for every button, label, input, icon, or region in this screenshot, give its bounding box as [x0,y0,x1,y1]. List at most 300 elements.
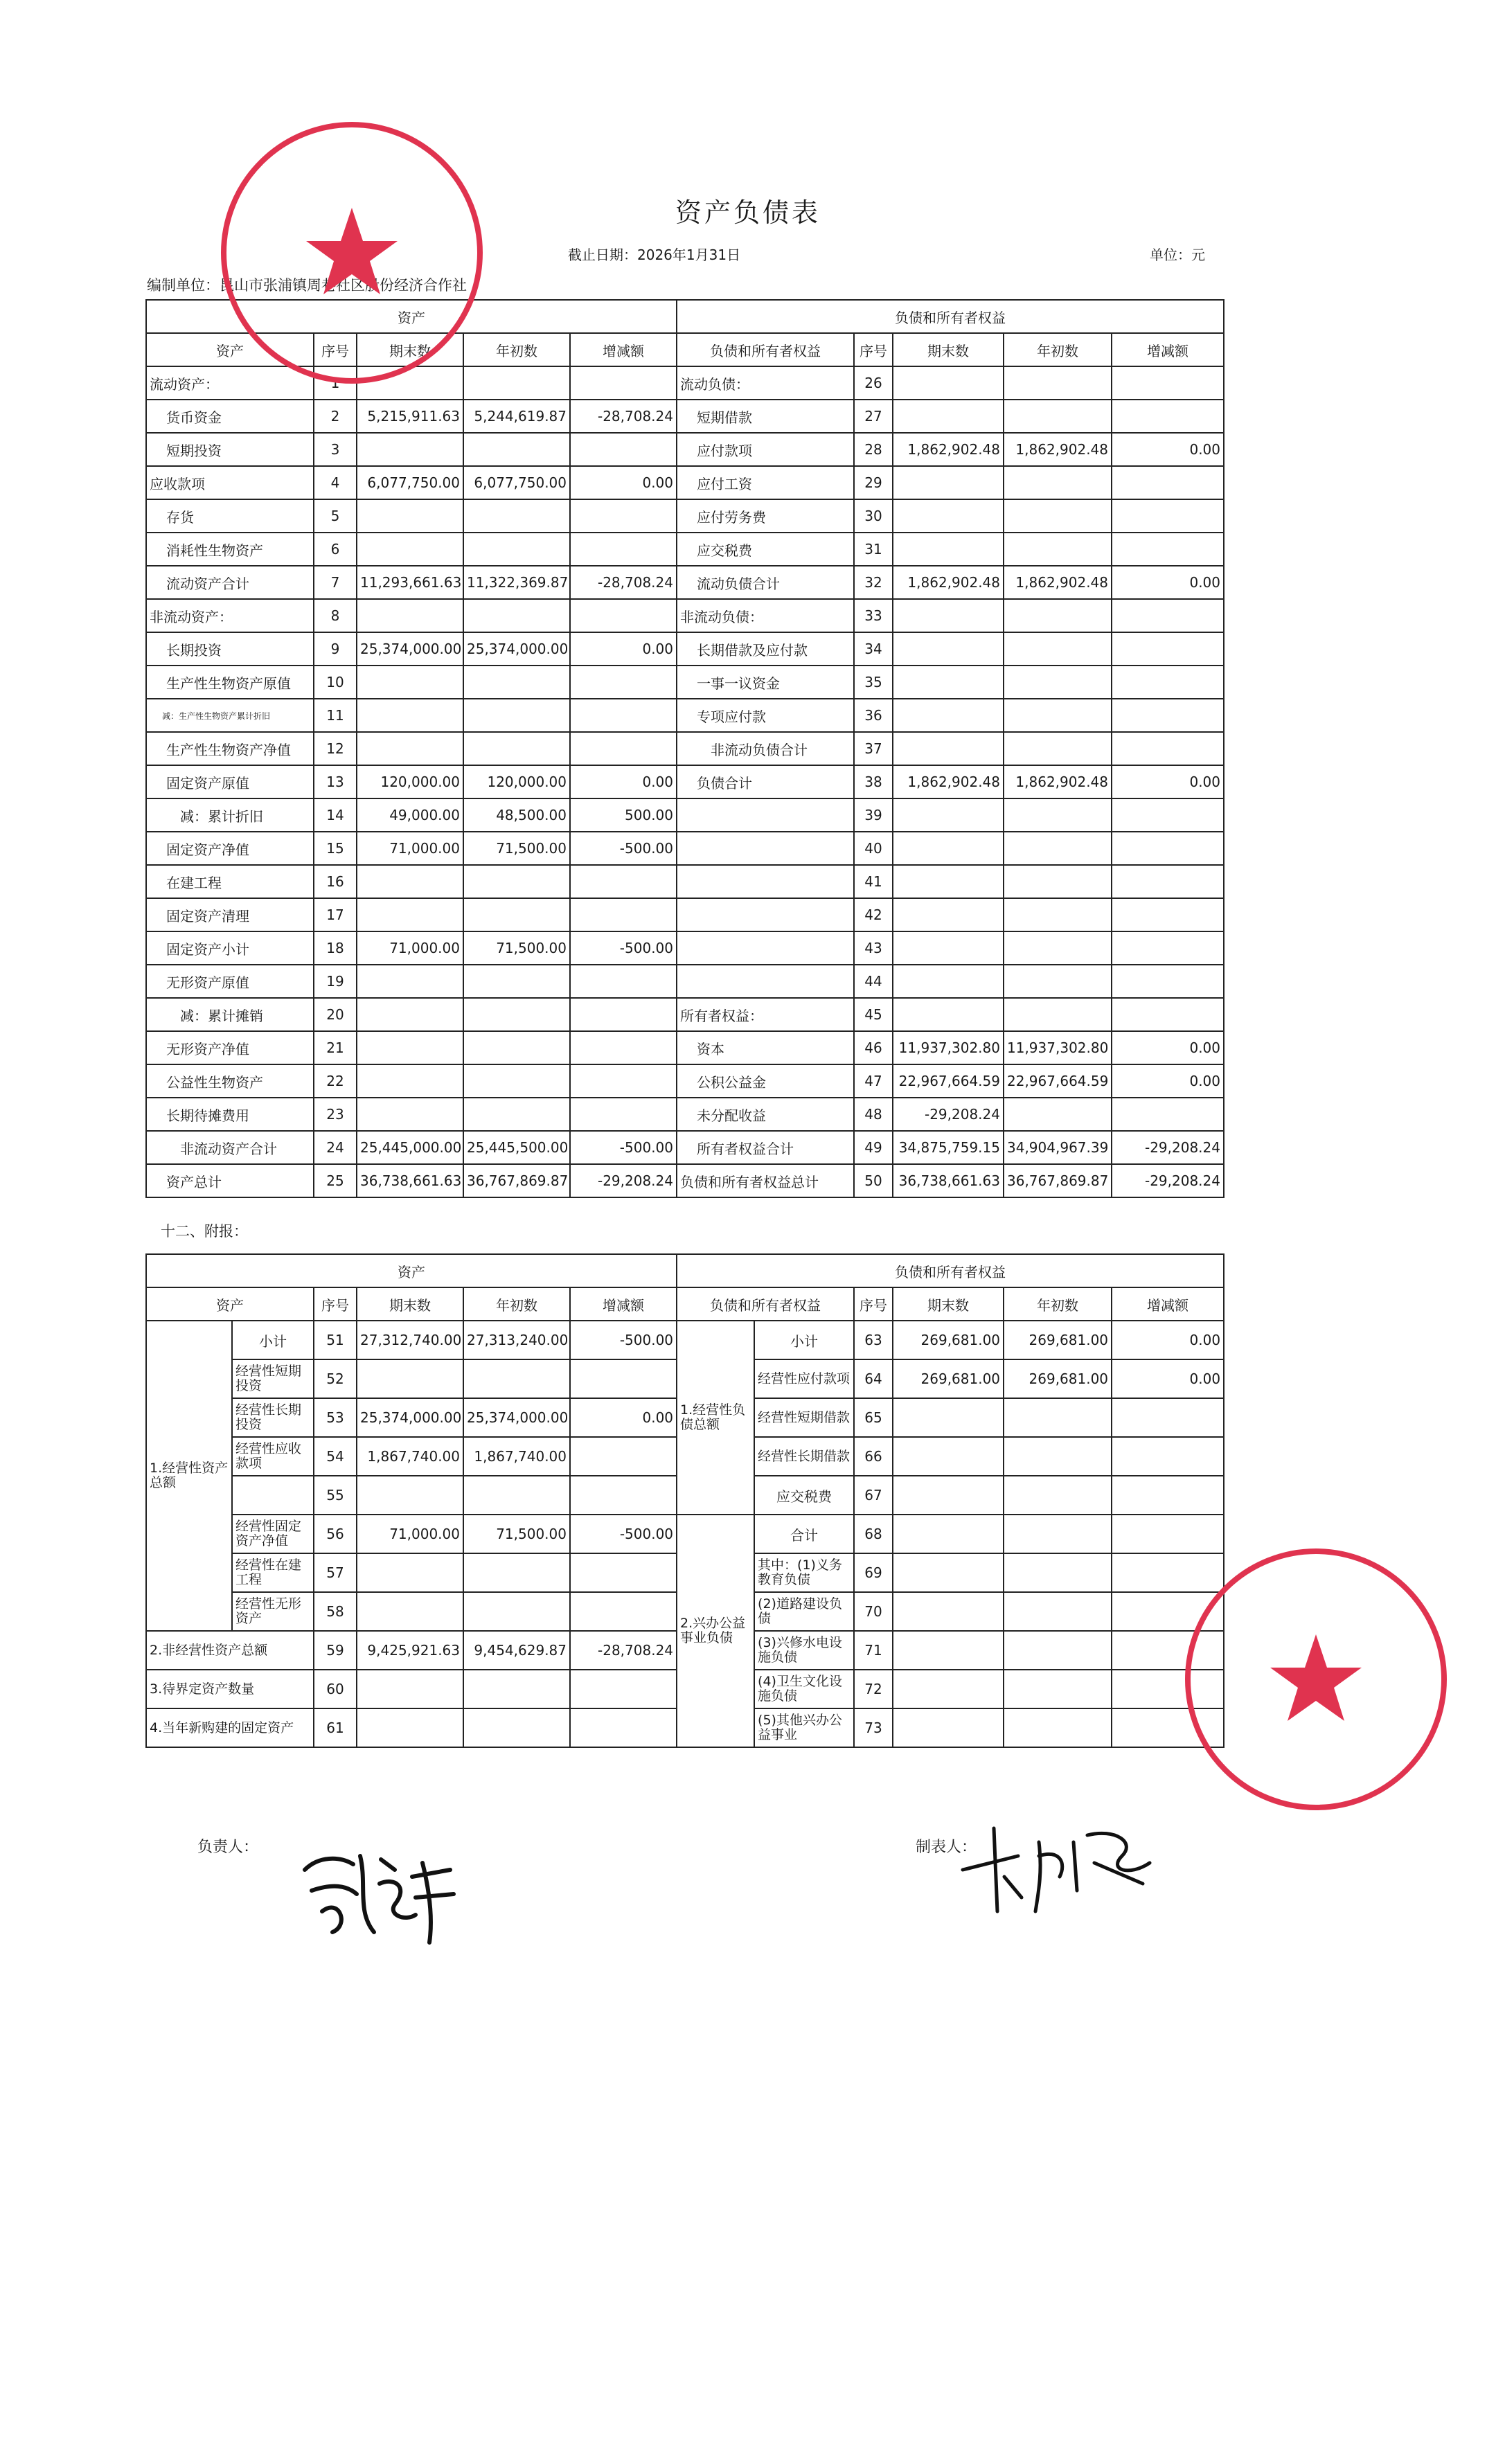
liability-cell: 49 [854,1131,893,1164]
asset-cell: 非流动资产合计 [146,1131,314,1164]
liability-cell [893,599,1004,632]
asset-cell: 资产总计 [146,1164,314,1197]
liability-cell [1004,599,1112,632]
asset-cell: 71,000.00 [357,931,463,965]
liability-cell [1112,865,1224,898]
liability-cell: 37 [854,732,893,765]
liability-cell: 11,937,302.80 [893,1031,1004,1064]
liability-cell: 0.00 [1112,566,1224,599]
liabilities-group-header: 负债和所有者权益 [677,1254,1224,1287]
asset-cell: 经营性无形资产 [232,1592,314,1631]
liability-cell: 经营性应付款项 [754,1359,854,1398]
asset-cell: -28,708.24 [570,1631,677,1670]
asset-cell [570,1359,677,1398]
asset-cell: 经营性短期投资 [232,1359,314,1398]
asset-cell: 71,500.00 [463,1515,570,1553]
asset-cell [570,1670,677,1708]
liability-cell [1112,931,1224,965]
attachment-label: 十二、附报： [161,1223,248,1240]
asset-cell [570,1553,677,1592]
liability-cell: 22,967,664.59 [893,1064,1004,1098]
column-header: 年初数 [463,333,570,366]
column-header: 序号 [854,1287,893,1321]
asset-cell: 4 [314,466,357,499]
liability-cell [1004,1553,1112,1592]
left-group-label: 1.经营性资产总额 [146,1321,232,1631]
liability-cell: 专项应付款 [677,699,854,732]
liability-cell: 66 [854,1437,893,1476]
liability-cell [893,499,1004,533]
liability-cell: 27 [854,400,893,433]
liability-cell: 50 [854,1164,893,1197]
liability-cell: 非流动负债合计 [677,732,854,765]
asset-cell [357,1670,463,1708]
asset-cell: 71,500.00 [463,931,570,965]
liability-cell: 负债和所有者权益总计 [677,1164,854,1197]
liability-cell: 应付工资 [677,466,854,499]
asset-cell [463,1592,570,1631]
liability-cell: -29,208.24 [1112,1164,1224,1197]
asset-cell [570,599,677,632]
asset-cell: 2.非经营性资产总额 [146,1631,314,1670]
asset-cell: 6 [314,533,357,566]
table-row [146,832,1224,865]
asset-cell [463,599,570,632]
asset-cell: 0.00 [570,1398,677,1437]
liability-cell: 34,904,967.39 [1004,1131,1112,1164]
asset-cell [570,1592,677,1631]
liability-cell [893,699,1004,732]
liability-cell: 34,875,759.15 [893,1131,1004,1164]
liability-cell [1004,366,1112,400]
liability-cell [677,832,854,865]
asset-cell [463,865,570,898]
column-header: 资产 [146,333,314,366]
asset-cell: 经营性长期投资 [232,1398,314,1437]
liability-cell [1004,732,1112,765]
asset-cell: 71,500.00 [463,832,570,865]
asset-cell: 25,445,500.00 [463,1131,570,1164]
preparer-signature [956,1814,1164,1918]
column-header: 增减额 [570,333,677,366]
liability-cell: 应交税费 [677,533,854,566]
table-row [146,898,1224,931]
column-header: 期末数 [357,1287,463,1321]
liability-cell: 38 [854,765,893,798]
asset-cell: 固定资产净值 [146,832,314,865]
liability-cell [1004,1592,1112,1631]
liability-cell: 73 [854,1708,893,1747]
asset-cell [570,499,677,533]
asset-cell: 消耗性生物资产 [146,533,314,566]
asset-cell: 经营性应收款项 [232,1437,314,1476]
liability-cell [1004,798,1112,832]
asset-cell: 58 [314,1592,357,1631]
asset-cell: 6,077,750.00 [463,466,570,499]
asset-cell: -28,708.24 [570,566,677,599]
asset-cell: 1,867,740.00 [463,1437,570,1476]
cutoff-date: 截止日期：2026年1月31日 [568,247,741,263]
asset-cell [570,1708,677,1747]
liability-cell: 31 [854,533,893,566]
asset-cell: 61 [314,1708,357,1747]
asset-cell [463,965,570,998]
asset-cell [357,1098,463,1131]
liability-cell: -29,208.24 [1112,1131,1224,1164]
right-group-label: 1.经营性负债总额 [677,1321,754,1515]
asset-cell [357,499,463,533]
liability-cell [677,865,854,898]
liability-cell [893,366,1004,400]
asset-cell: 17 [314,898,357,931]
asset-cell: 36,738,661.63 [357,1164,463,1197]
asset-cell: 0.00 [570,466,677,499]
liability-cell: (3)兴修水电设施负债 [754,1631,854,1670]
asset-cell: 120,000.00 [463,765,570,798]
asset-cell [570,732,677,765]
liability-cell [893,1553,1004,1592]
liabilities-group-header: 负债和所有者权益 [677,300,1224,333]
liability-cell [893,1398,1004,1437]
column-header: 负债和所有者权益 [677,333,854,366]
asset-cell: -500.00 [570,1321,677,1359]
liability-cell [1004,1708,1112,1747]
liability-cell [893,1631,1004,1670]
asset-cell: 60 [314,1670,357,1708]
asset-cell [570,533,677,566]
liability-cell: 39 [854,798,893,832]
liability-cell [1004,1515,1112,1553]
asset-cell: 22 [314,1064,357,1098]
asset-cell: 短期投资 [146,433,314,466]
asset-cell [463,1708,570,1747]
asset-cell [570,998,677,1031]
asset-cell [357,865,463,898]
table-row [146,998,1224,1031]
table-row [146,865,1224,898]
asset-cell: 25,374,000.00 [357,1398,463,1437]
asset-cell: 存货 [146,499,314,533]
liability-cell: 42 [854,898,893,931]
asset-cell: 20 [314,998,357,1031]
asset-cell: 长期投资 [146,632,314,666]
liability-cell [1004,499,1112,533]
asset-cell [570,1476,677,1515]
liability-cell: 应付款项 [677,433,854,466]
asset-cell: 500.00 [570,798,677,832]
liability-cell: 33 [854,599,893,632]
asset-cell: 48,500.00 [463,798,570,832]
liability-cell [1004,400,1112,433]
asset-cell [570,699,677,732]
asset-cell: -500.00 [570,832,677,865]
table-row [146,1064,1224,1098]
liability-cell: 43 [854,931,893,965]
liability-cell [1112,965,1224,998]
liability-cell [1112,699,1224,732]
asset-cell: 非流动资产： [146,599,314,632]
liability-cell [1112,632,1224,666]
table-row [146,499,1224,533]
asset-cell: 54 [314,1437,357,1476]
liability-cell [893,732,1004,765]
asset-cell: 无形资产净值 [146,1031,314,1064]
liability-cell [1112,666,1224,699]
liability-cell [1004,1631,1112,1670]
asset-cell: 无形资产原值 [146,965,314,998]
column-header: 负债和所有者权益 [677,1287,854,1321]
liability-cell [1004,1670,1112,1708]
liability-cell: 应交税费 [754,1476,854,1515]
liability-cell [1004,1476,1112,1515]
liability-cell: 63 [854,1321,893,1359]
liability-cell [893,533,1004,566]
asset-cell: 固定资产原值 [146,765,314,798]
liability-cell: 269,681.00 [893,1321,1004,1359]
asset-cell: 应收款项 [146,466,314,499]
liability-cell: (2)道路建设负债 [754,1592,854,1631]
organization-label: 编制单位：昆山市张浦镇周巷社区股份经济合作社 [147,277,467,294]
asset-cell [570,433,677,466]
asset-cell: 经营性固定资产净值 [232,1515,314,1553]
asset-cell: 25,445,000.00 [357,1131,463,1164]
asset-cell [463,998,570,1031]
column-header: 期末数 [357,333,463,366]
liability-cell: 0.00 [1112,1064,1224,1098]
column-header: 增减额 [1112,1287,1224,1321]
asset-cell: 1,867,740.00 [357,1437,463,1476]
asset-cell: 13 [314,765,357,798]
liability-cell: 30 [854,499,893,533]
table-row [146,599,1224,632]
right-group-label: 2.兴办公益事业负债 [677,1515,754,1747]
assets-group-header: 资产 [146,300,677,333]
table-row [146,400,1224,433]
asset-cell: 57 [314,1553,357,1592]
asset-cell: 公益性生物资产 [146,1064,314,1098]
table-row [146,699,1224,732]
liability-cell [893,865,1004,898]
table-row [146,1164,1224,1197]
asset-cell: 流动资产： [146,366,314,400]
asset-cell: 小计 [232,1321,314,1359]
unit-label: 单位：元 [1150,247,1205,263]
asset-cell [463,666,570,699]
liability-cell [1112,832,1224,865]
asset-cell: 3.待界定资产数量 [146,1670,314,1708]
asset-cell: 9,425,921.63 [357,1631,463,1670]
table-row [146,566,1224,599]
liability-cell: 68 [854,1515,893,1553]
liability-cell [1004,533,1112,566]
asset-cell [357,599,463,632]
asset-cell [357,1476,463,1515]
asset-cell: 减：累计摊销 [146,998,314,1031]
column-header: 期末数 [893,1287,1004,1321]
table-row [146,466,1224,499]
liability-cell: 28 [854,433,893,466]
asset-cell [357,699,463,732]
asset-cell: 货币资金 [146,400,314,433]
manager-signature [291,1828,471,1946]
asset-cell: 7 [314,566,357,599]
column-header: 序号 [314,1287,357,1321]
asset-cell: 流动资产合计 [146,566,314,599]
asset-cell: 11 [314,699,357,732]
liability-cell: 64 [854,1359,893,1398]
liability-cell: 70 [854,1592,893,1631]
liability-cell: (5)其他兴办公益事业 [754,1708,854,1747]
liability-cell [1112,400,1224,433]
asset-cell: 9 [314,632,357,666]
asset-cell: 0.00 [570,765,677,798]
column-header: 期末数 [893,333,1004,366]
liability-cell: 269,681.00 [1004,1359,1112,1398]
asset-cell: 11,322,369.87 [463,566,570,599]
liability-cell [893,1515,1004,1553]
balance-sheet-table [145,299,1225,1198]
liability-cell: 0.00 [1112,1031,1224,1064]
liability-cell: 1,862,902.48 [893,765,1004,798]
asset-cell: 5,215,911.63 [357,400,463,433]
liability-cell [677,798,854,832]
asset-cell [357,1592,463,1631]
cooperative-seal [213,114,490,391]
asset-cell: 25,374,000.00 [463,632,570,666]
liability-cell [893,965,1004,998]
column-header: 增减额 [1112,333,1224,366]
liability-cell: 32 [854,566,893,599]
asset-cell: 生产性生物资产净值 [146,732,314,765]
asset-cell: 71,000.00 [357,1515,463,1553]
liability-cell [677,965,854,998]
asset-cell: 在建工程 [146,865,314,898]
table-row [146,1031,1224,1064]
column-header: 资产 [146,1287,314,1321]
liability-cell: 40 [854,832,893,865]
liability-cell [1004,466,1112,499]
liability-cell: 负债合计 [677,765,854,798]
asset-cell [463,898,570,931]
liability-cell: 29 [854,466,893,499]
asset-cell [570,1098,677,1131]
liability-cell: 1,862,902.48 [893,566,1004,599]
liability-cell [1112,1437,1224,1476]
asset-cell [463,1359,570,1398]
liability-cell: 36 [854,699,893,732]
asset-cell: 27,313,240.00 [463,1321,570,1359]
asset-cell: 11,293,661.63 [357,566,463,599]
asset-cell: 36,767,869.87 [463,1164,570,1197]
supplementary-table [145,1253,1225,1748]
liability-cell: 0.00 [1112,1359,1224,1398]
asset-cell: 4.当年新购建的固定资产 [146,1708,314,1747]
table-row [146,732,1224,765]
liability-cell [1112,366,1224,400]
asset-cell: 0.00 [570,632,677,666]
liability-cell: 269,681.00 [893,1359,1004,1398]
asset-cell: 10 [314,666,357,699]
asset-cell: 5,244,619.87 [463,400,570,433]
table-row [146,632,1224,666]
asset-cell: -29,208.24 [570,1164,677,1197]
asset-cell: -500.00 [570,1515,677,1553]
asset-cell: 3 [314,433,357,466]
liability-cell [1004,1098,1112,1131]
liability-cell [893,1592,1004,1631]
liability-cell [1112,1476,1224,1515]
liability-cell: 所有者权益： [677,998,854,1031]
liability-cell: 41 [854,865,893,898]
table-row [146,798,1224,832]
table-row [146,931,1224,965]
asset-cell [463,433,570,466]
asset-cell: 16 [314,865,357,898]
liability-cell [893,1708,1004,1747]
asset-cell [357,965,463,998]
page-title: 资产负债表 [675,197,821,228]
asset-cell: 27,312,740.00 [357,1321,463,1359]
table-row [146,965,1224,998]
asset-cell [463,732,570,765]
table-row [146,433,1224,466]
asset-cell: 21 [314,1031,357,1064]
asset-cell [463,1064,570,1098]
asset-cell: 53 [314,1398,357,1437]
asset-cell [570,666,677,699]
liability-cell [1112,499,1224,533]
asset-cell: 25,374,000.00 [463,1398,570,1437]
asset-cell [357,666,463,699]
liability-cell [677,931,854,965]
liability-cell: 1,862,902.48 [1004,765,1112,798]
preparer-label: 制表人： [916,1839,977,1856]
asset-cell: 6,077,750.00 [357,466,463,499]
asset-cell: 24 [314,1131,357,1164]
liability-cell [893,931,1004,965]
liability-cell: 269,681.00 [1004,1321,1112,1359]
liability-cell [1112,898,1224,931]
liability-cell: 1,862,902.48 [1004,566,1112,599]
asset-cell: 5 [314,499,357,533]
liability-cell: 72 [854,1670,893,1708]
liability-cell [893,1476,1004,1515]
asset-cell: -28,708.24 [570,400,677,433]
asset-cell [357,998,463,1031]
liability-cell [1004,965,1112,998]
asset-cell [570,366,677,400]
liability-cell: 经营性短期借款 [754,1398,854,1437]
liability-cell: 65 [854,1398,893,1437]
table-row [146,1321,1224,1359]
liability-cell: 36,738,661.63 [893,1164,1004,1197]
asset-cell: 52 [314,1359,357,1398]
liability-cell [893,798,1004,832]
asset-cell [357,1553,463,1592]
manager-label: 负责人： [197,1839,259,1856]
liability-cell: 0.00 [1112,433,1224,466]
liability-cell: 36,767,869.87 [1004,1164,1112,1197]
asset-cell: 25,374,000.00 [357,632,463,666]
asset-cell: 56 [314,1515,357,1553]
liability-cell: 经营性长期借款 [754,1437,854,1476]
liability-cell: 44 [854,965,893,998]
asset-cell: 55 [314,1476,357,1515]
assets-group-header: 资产 [146,1254,677,1287]
column-header: 序号 [854,333,893,366]
asset-cell: 9,454,629.87 [463,1631,570,1670]
liability-cell [1112,1398,1224,1437]
